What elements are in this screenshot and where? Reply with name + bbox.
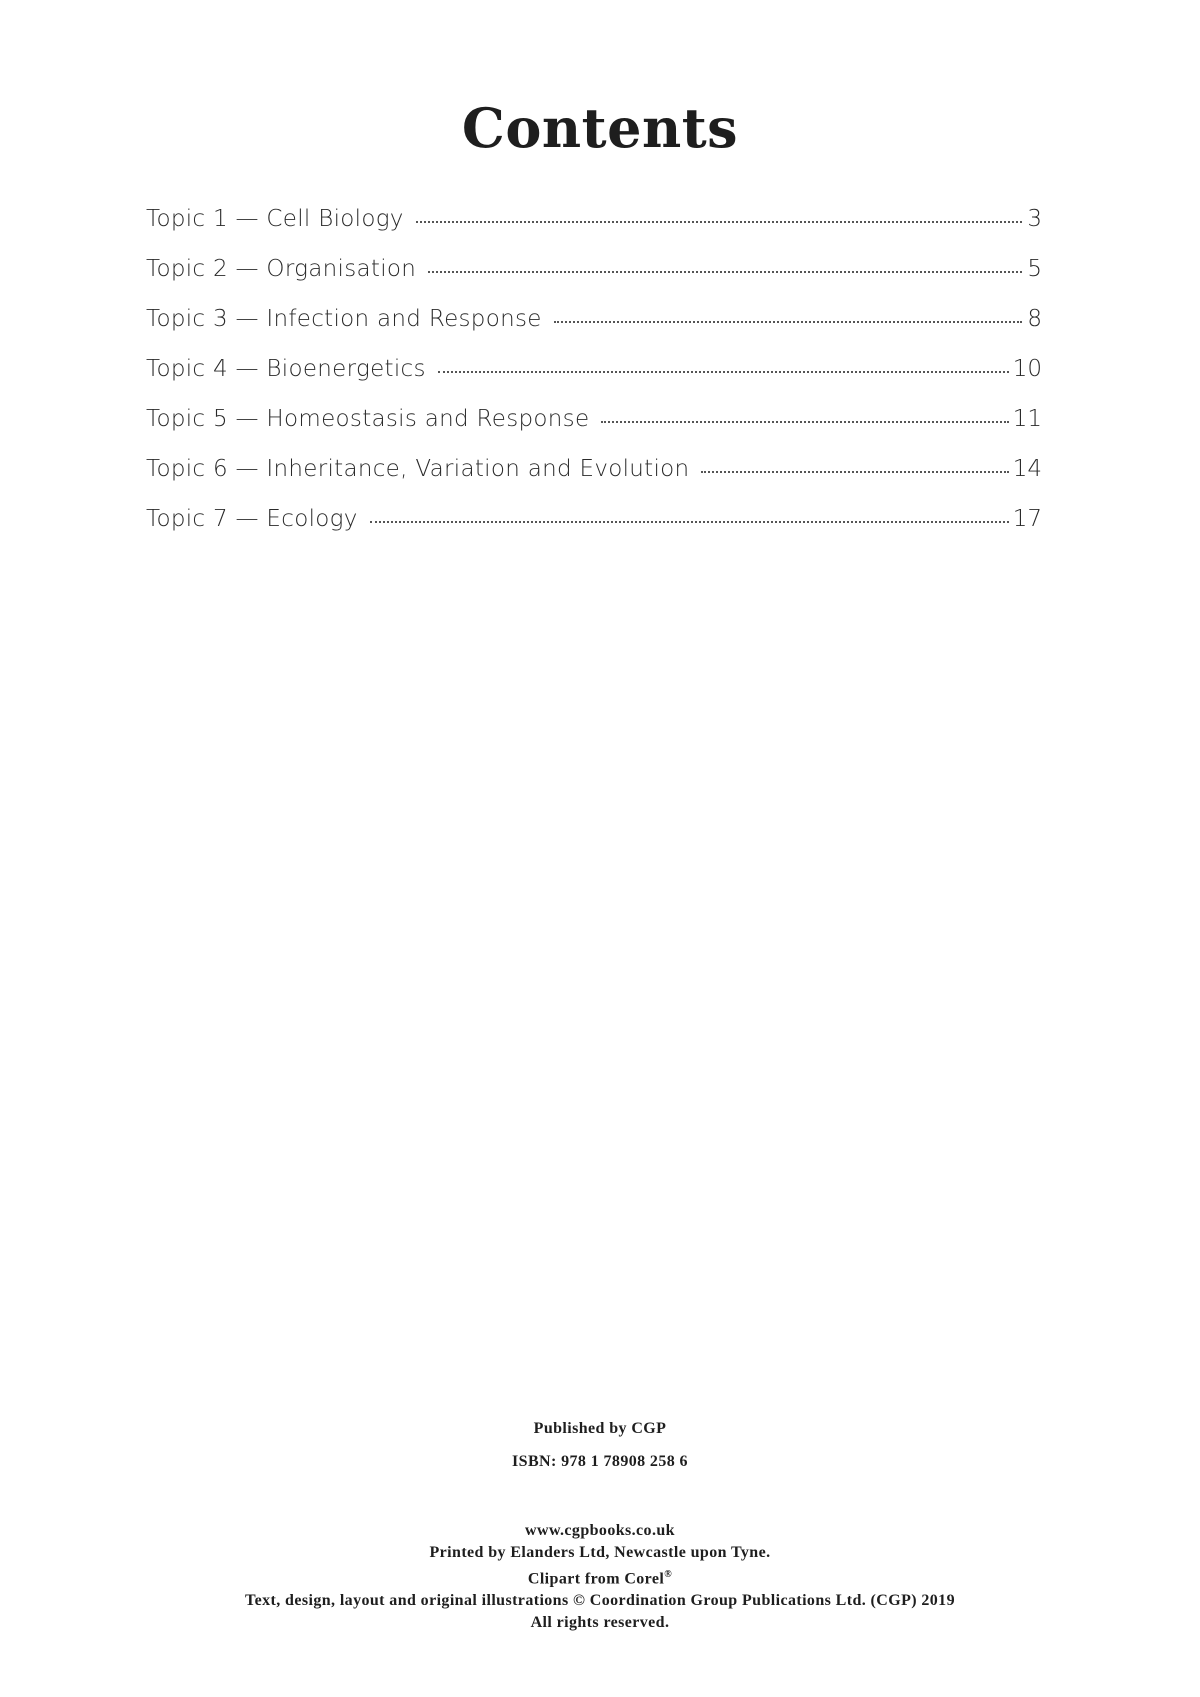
toc-entry-page-number: 10 xyxy=(1012,356,1042,382)
toc-entry-label: Topic 1 — Cell Biology xyxy=(146,206,404,232)
toc-entry-topic-4[interactable] xyxy=(146,356,1042,406)
copyright-line: Text, design, layout and original illustrations © Coordination Group Publications Ltd. (CGP) 2019 xyxy=(245,1592,955,1610)
toc-entry-topic-2[interactable] xyxy=(146,256,1042,306)
toc-entry-page-number: 14 xyxy=(1012,456,1042,482)
dot-leader xyxy=(416,221,1022,223)
dot-leader xyxy=(601,421,1008,423)
toc-entry-topic-3[interactable] xyxy=(146,306,1042,356)
website-link[interactable]: www.cgpbooks.co.uk xyxy=(525,1522,675,1539)
toc-entry-page-number: 3 xyxy=(1027,206,1042,232)
toc-entry-page-number: 17 xyxy=(1012,506,1042,532)
clipart-line xyxy=(0,1564,1200,1590)
dot-leader xyxy=(438,371,1009,373)
rights-line: All rights reserved. xyxy=(530,1614,670,1632)
dot-leader xyxy=(370,521,1009,523)
toc-entry-page-number: 11 xyxy=(1012,406,1042,432)
dot-leader xyxy=(428,271,1022,273)
toc-entry-label: Topic 5 — Homeostasis and Response xyxy=(146,406,590,432)
toc-entry-page-number: 5 xyxy=(1027,256,1042,282)
toc-entry-label: Topic 3 — Infection and Response xyxy=(146,306,542,332)
clipart-text: Clipart from Corel xyxy=(527,1570,665,1588)
registered-mark: ® xyxy=(664,1569,673,1580)
toc-entry-label: Topic 6 — Inheritance, Variation and Evolution xyxy=(146,456,690,482)
publisher-line: Published by CGP xyxy=(533,1420,667,1437)
toc-entry-topic-5[interactable] xyxy=(146,406,1042,456)
dot-leader xyxy=(701,471,1008,473)
toc-entry-page-number: 8 xyxy=(1027,306,1042,332)
toc-entry-label: Topic 2 — Organisation xyxy=(146,256,417,282)
toc-entry-label: Topic 4 — Bioenergetics xyxy=(146,356,426,382)
dot-leader xyxy=(554,321,1022,323)
table-of-contents xyxy=(146,206,1042,556)
credits-block xyxy=(0,1520,1200,1634)
toc-entry-topic-6[interactable] xyxy=(146,456,1042,506)
toc-entry-topic-1[interactable] xyxy=(146,206,1042,256)
page-title: Contents xyxy=(461,96,739,160)
toc-entry-topic-7[interactable] xyxy=(146,506,1042,556)
printer-line: Printed by Elanders Ltd, Newcastle upon Tyne. xyxy=(429,1544,771,1561)
toc-entry-label: Topic 7 — Ecology xyxy=(146,506,358,532)
isbn-line: ISBN: 978 1 78908 258 6 xyxy=(512,1453,688,1470)
